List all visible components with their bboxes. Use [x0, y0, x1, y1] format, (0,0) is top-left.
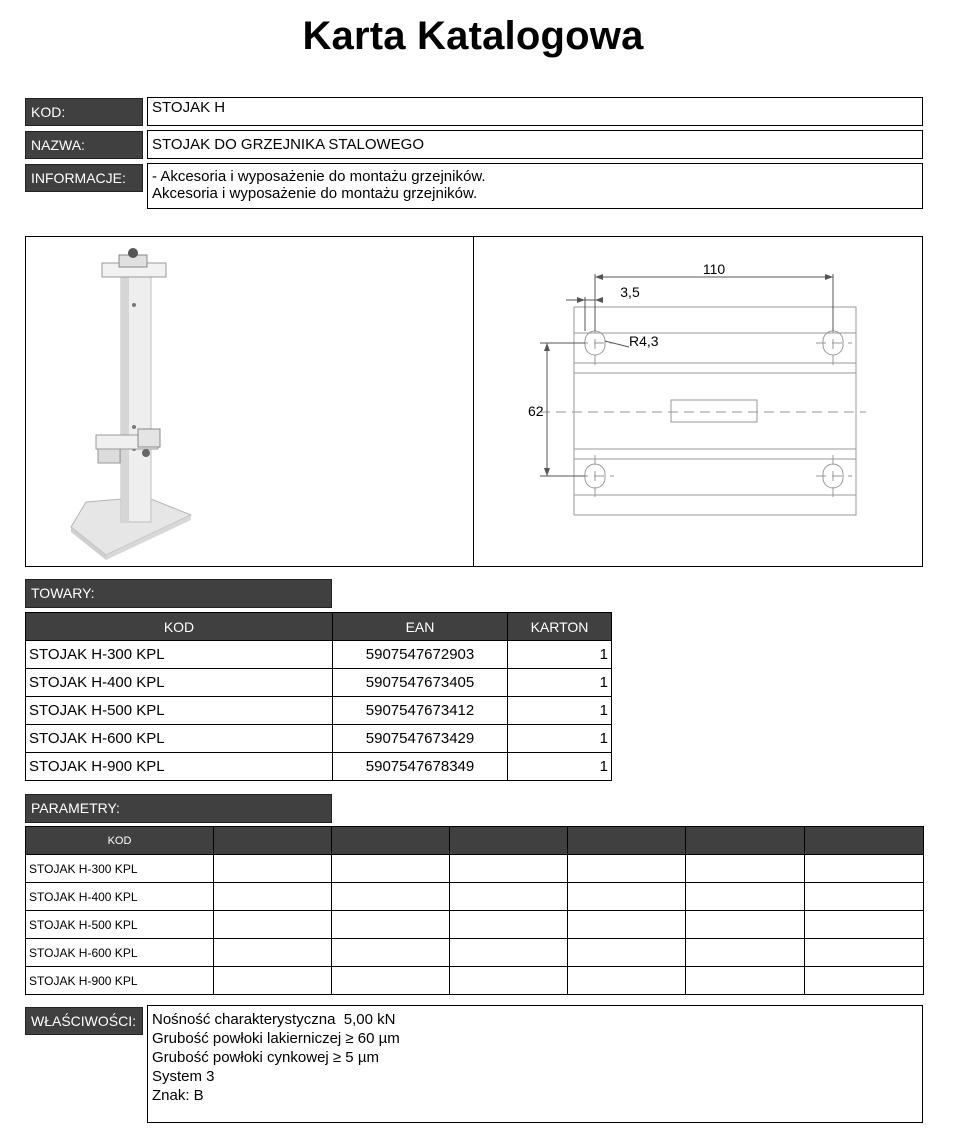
column-header-kod: KOD	[26, 613, 333, 641]
wlasciwosci-value	[147, 1005, 923, 1123]
property-line: Grubość powłoki lakierniczej ≥ 60 µm	[152, 1030, 400, 1047]
column-header-empty	[450, 827, 568, 855]
table-row	[26, 641, 612, 669]
page-title: Karta Katalogowa	[302, 14, 644, 58]
column-header-karton: KARTON	[508, 613, 612, 641]
technical-drawing-frame	[473, 236, 923, 567]
table-row	[26, 855, 924, 883]
technical-drawing	[474, 237, 922, 566]
table-row	[26, 883, 924, 911]
wlasciwosci-label: WŁAŚCIWOŚCI:	[25, 1007, 143, 1035]
dimension-offset: 3,5	[620, 284, 640, 300]
kod-cell: STOJAK H-500 KPL	[26, 697, 333, 725]
karton-cell: 1	[508, 669, 612, 697]
column-header-ean: EAN	[333, 613, 508, 641]
kod-cell: STOJAK H-300 KPL	[26, 641, 333, 669]
product-photo	[26, 237, 473, 566]
parametry-table	[25, 826, 924, 995]
table-row	[26, 669, 612, 697]
ean-cell: 5907547673405	[333, 669, 508, 697]
kod-cell: STOJAK H-300 KPL	[26, 855, 214, 883]
kod-label: KOD:	[25, 98, 143, 126]
table-row	[26, 725, 612, 753]
kod-cell: STOJAK H-400 KPL	[26, 883, 214, 911]
kod-cell: STOJAK H-500 KPL	[26, 911, 214, 939]
kod-cell: STOJAK H-400 KPL	[26, 669, 333, 697]
parametry-label: PARAMETRY:	[25, 794, 332, 823]
kod-cell: STOJAK H-600 KPL	[26, 939, 214, 967]
kod-value: STOJAK H	[147, 97, 923, 126]
towary-table	[25, 612, 612, 781]
column-header-empty	[332, 827, 450, 855]
ean-cell: 5907547673429	[333, 725, 508, 753]
column-header-empty	[214, 827, 332, 855]
column-header-empty	[568, 827, 686, 855]
column-header-kod: KOD	[26, 827, 214, 855]
table-row	[26, 697, 612, 725]
dimension-radius: R4,3	[629, 333, 659, 349]
ean-cell: 5907547673412	[333, 697, 508, 725]
karton-cell: 1	[508, 697, 612, 725]
product-photo-frame	[25, 236, 474, 567]
column-header-empty	[686, 827, 805, 855]
nazwa-value: STOJAK DO GRZEJNIKA STALOWEGO	[147, 130, 923, 159]
nazwa-label: NAZWA:	[25, 131, 143, 159]
property-line: Znak: B	[152, 1087, 204, 1104]
kod-cell: STOJAK H-900 KPL	[26, 753, 333, 781]
dimension-width: 110	[702, 261, 726, 277]
ean-cell: 5907547678349	[333, 753, 508, 781]
towary-label: TOWARY:	[25, 579, 332, 608]
table-row	[26, 911, 924, 939]
informacje-line: Akcesoria i wyposażenie do montażu grzejników.	[152, 185, 478, 202]
table-row	[26, 967, 924, 995]
informacje-value	[147, 163, 923, 209]
karton-cell: 1	[508, 641, 612, 669]
informacje-line: - Akcesoria i wyposażenie do montażu grzejników.	[152, 168, 486, 185]
karton-cell: 1	[508, 753, 612, 781]
table-row	[26, 939, 924, 967]
property-line: Nośność charakterystyczna 5,00 kN	[152, 1011, 396, 1028]
kod-cell: STOJAK H-600 KPL	[26, 725, 333, 753]
property-line: Grubość powłoki cynkowej ≥ 5 µm	[152, 1049, 379, 1066]
karton-cell: 1	[508, 725, 612, 753]
ean-cell: 5907547672903	[333, 641, 508, 669]
column-header-empty	[805, 827, 924, 855]
table-row	[26, 753, 612, 781]
property-line: System 3	[152, 1068, 215, 1085]
dimension-height: 62	[528, 403, 544, 419]
kod-cell: STOJAK H-900 KPL	[26, 967, 214, 995]
informacje-label: INFORMACJE:	[25, 164, 143, 192]
